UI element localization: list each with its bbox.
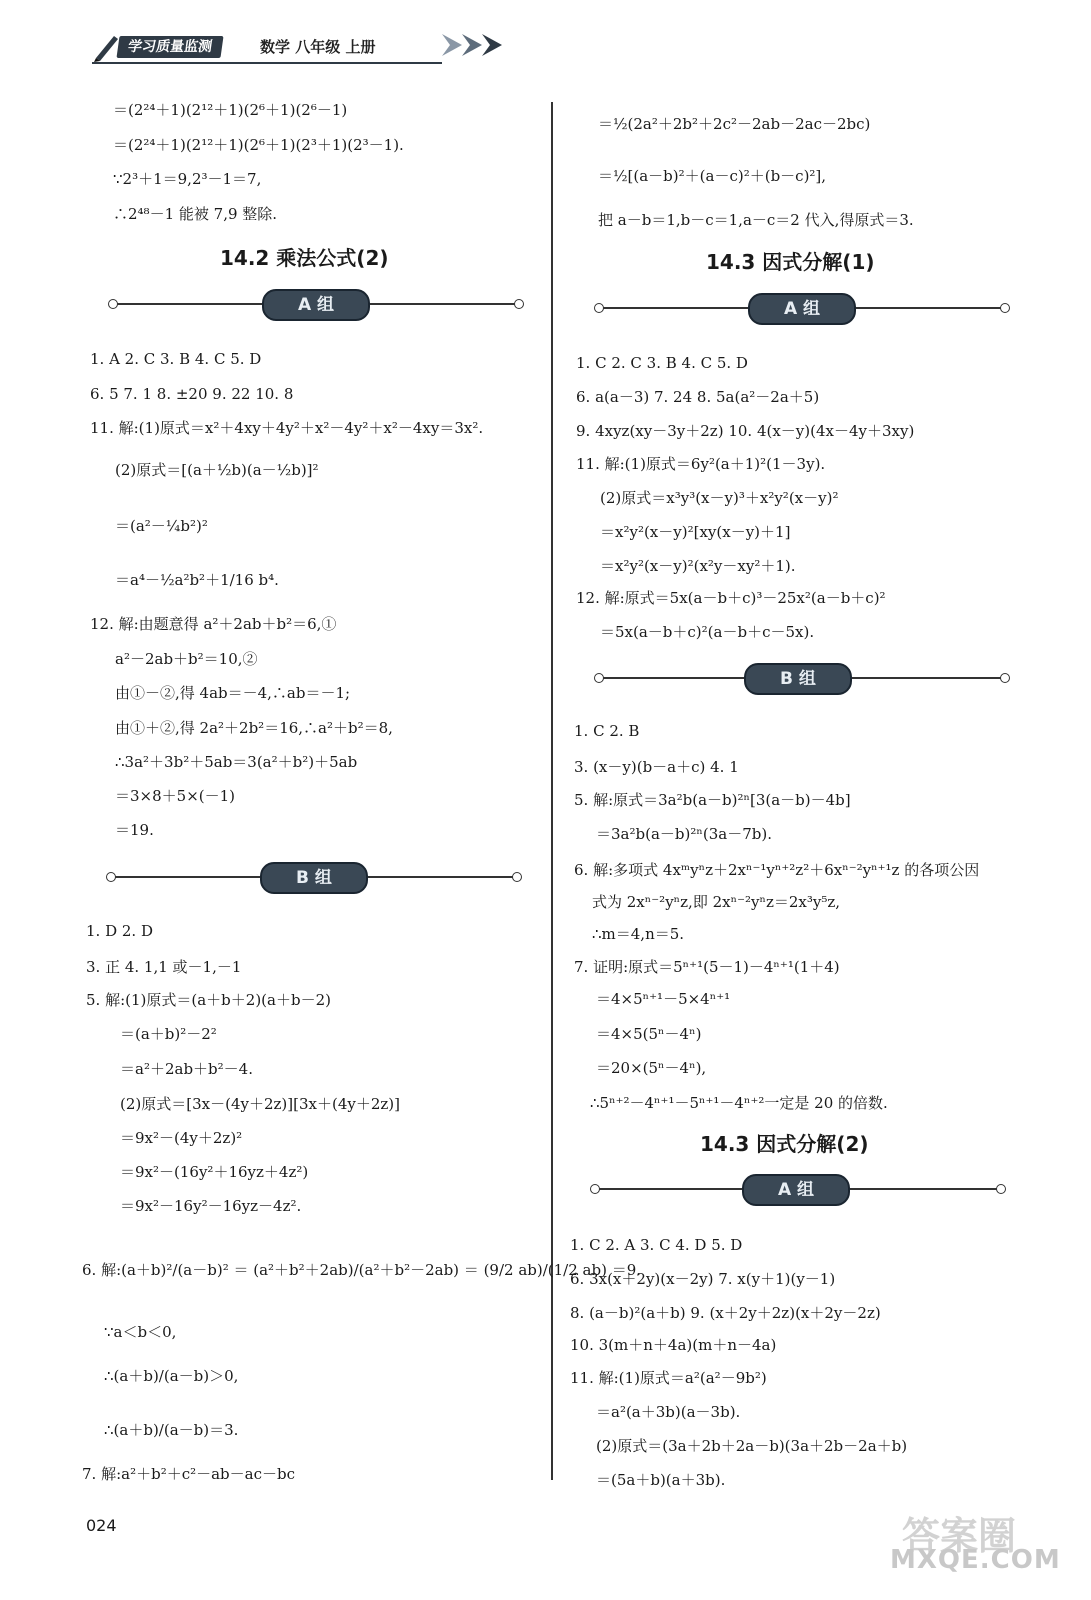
watermark-url: MXQE.COM [890, 1545, 1061, 1575]
left-a-line-8: a²－2ab＋b²＝10,② [115, 650, 258, 668]
left-b-line-13: ∴(a＋b)/(a－b)＝3. [104, 1421, 239, 1439]
left-a-line-5: ＝(a²－¼b²)² [115, 517, 208, 535]
watermark-top: 答案圈 [902, 1514, 1017, 1558]
group-b-label-right: B 组 [744, 663, 852, 695]
group-a2-bar-right [590, 1174, 1006, 1204]
left-b-line-9: ＝9x²－16y²－16yz－4z². [120, 1197, 302, 1215]
right-a-line-3: 9. 4xyz(xy－3y＋2z) 10. 4(x－y)(4x－4y＋3xy) [576, 422, 915, 440]
section-title-14-3-1: 14.3 因式分解(1) [706, 250, 875, 274]
right-a2-line-2: 6. 3x(x＋2y)(x－2y) 7. x(y＋1)(y－1) [570, 1270, 836, 1288]
group-a-bar-left [108, 289, 524, 319]
left-a-line-1: 1. A 2. C 3. B 4. C 5. D [90, 350, 262, 368]
left-a-line-12: ＝3×8＋5×(－1) [115, 787, 236, 805]
right-a2-line-7: (2)原式＝(3a＋2b＋2a－b)(3a＋2b－2a＋b) [596, 1437, 908, 1455]
left-a-line-11: ∴3a²＋3b²＋5ab＝3(a²＋b²)＋5ab [115, 753, 358, 771]
right-a2-line-5: 11. 解:(1)原式＝a²(a²－9b²) [570, 1369, 767, 1387]
right-b-line-4: ＝3a²b(a－b)²ⁿ(3a－7b). [596, 825, 772, 843]
right-a2-line-4: 10. 3(m＋n＋4a)(m＋n－4a) [570, 1336, 777, 1354]
left-b-line-11: ∵a＜b＜0, [104, 1323, 177, 1341]
right-a-line-7: ＝x²y²(x－y)²(x²y－xy²＋1). [600, 557, 796, 575]
group-a-label: A 组 [262, 289, 370, 321]
left-line-3: ∵2³＋1＝9,2³－1＝7, [113, 170, 262, 188]
left-b-line-10: 6. 解:(a＋b)²/(a－b)² ＝ (a²＋b²＋2ab)/(a²＋b²－2ab) ＝ (9/2 ab)/(1/2 ab) ＝9. [82, 1261, 642, 1279]
group-a-bar-right [594, 293, 1010, 323]
left-b-line-1: 1. D 2. D [86, 922, 153, 940]
left-line-4: ∴2⁴⁸－1 能被 7,9 整除. [113, 205, 278, 223]
left-b-line-12: ∴(a＋b)/(a－b)＞0, [104, 1367, 239, 1385]
left-a-line-13: ＝19. [115, 821, 154, 839]
left-a-line-4: (2)原式＝[(a＋½b)(a－½b)]² [115, 461, 319, 479]
left-b-line-5: ＝a²＋2ab＋b²－4. [120, 1060, 253, 1078]
right-b-line-3: 5. 解:原式＝3a²b(a－b)²ⁿ[3(a－b)－4b] [574, 791, 851, 809]
chevrons-right-icon [440, 32, 510, 58]
right-b-line-7: ∴m＝4,n＝5. [592, 925, 685, 943]
group-b-bar-right [594, 663, 1010, 693]
left-b-line-3: 5. 解:(1)原式＝(a＋b＋2)(a＋b－2) [86, 991, 331, 1009]
left-a-line-2: 6. 5 7. 1 8. ±20 9. 22 10. 8 [90, 385, 294, 403]
right-a-line-8: 12. 解:原式＝5x(a－b＋c)³－25x²(a－b＋c)² [576, 589, 886, 607]
right-a-line-1: 1. C 2. C 3. B 4. C 5. D [576, 354, 748, 372]
section-title-14-2: 14.2 乘法公式(2) [220, 246, 389, 270]
right-b-line-12: ∴5ⁿ⁺²－4ⁿ⁺¹－5ⁿ⁺¹－4ⁿ⁺²一定是 20 的倍数. [590, 1094, 888, 1112]
right-a2-line-1: 1. C 2. A 3. C 4. D 5. D [570, 1236, 743, 1254]
right-b-line-11: ＝20×(5ⁿ－4ⁿ), [596, 1059, 707, 1077]
group-a2-label-right: A 组 [742, 1174, 850, 1206]
left-a-line-10: 由①＋②,得 2a²＋2b²＝16,∴a²＋b²＝8, [115, 719, 393, 737]
right-line-1: ＝½(2a²＋2b²＋2c²－2ab－2ac－2bc) [598, 115, 871, 133]
group-b-label: B 组 [260, 862, 368, 894]
right-b-line-10: ＝4×5(5ⁿ－4ⁿ) [596, 1025, 702, 1043]
right-a2-line-8: ＝(5a＋b)(a＋3b). [596, 1471, 726, 1489]
right-b-line-1: 1. C 2. B [574, 722, 640, 740]
left-a-line-3: 11. 解:(1)原式＝x²＋4xy＋4y²＋x²－4y²＋x²－4xy＝3x². [90, 419, 484, 437]
page-number: 024 [86, 1516, 117, 1535]
right-b-line-2: 3. (x－y)(b－a＋c) 4. 1 [574, 758, 739, 776]
right-a2-line-6: ＝a²(a＋3b)(a－3b). [596, 1403, 741, 1421]
right-b-line-5: 6. 解:多项式 4xᵐyⁿz＋2xⁿ⁻¹yⁿ⁺²z²＋6xⁿ⁻²yⁿ⁺¹z 的各项公因 [574, 861, 980, 879]
left-b-line-14: 7. 解:a²＋b²＋c²－ab－ac－bc [82, 1465, 296, 1483]
right-line-3: 把 a－b＝1,b－c＝1,a－c＝2 代入,得原式＝3. [598, 211, 914, 229]
right-b-line-6: 式为 2xⁿ⁻²yⁿz,即 2xⁿ⁻²yⁿz＝2x³y⁵z, [592, 893, 841, 911]
watermark [890, 1505, 1060, 1575]
right-a-line-5: (2)原式＝x³y³(x－y)³＋x²y²(x－y)² [600, 489, 839, 507]
left-b-line-2: 3. 正 4. 1,1 或－1,－1 [86, 958, 242, 976]
left-b-line-6: (2)原式＝[3x－(4y＋2z)][3x＋(4y＋2z)] [120, 1095, 400, 1113]
right-line-2: ＝½[(a－b)²＋(a－c)²＋(b－c)²], [598, 167, 827, 185]
left-a-line-6: ＝a⁴－½a²b²＋1/16 b⁴. [115, 571, 279, 589]
right-a-line-9: ＝5x(a－b＋c)²(a－b＋c－5x). [600, 623, 815, 641]
group-b-bar-left [106, 862, 522, 892]
header-subject: 数学 八年级 上册 [260, 38, 376, 56]
left-b-line-7: ＝9x²－(4y＋2z)² [120, 1129, 243, 1147]
page-header [92, 28, 532, 64]
right-b-line-8: 7. 证明:原式＝5ⁿ⁺¹(5－1)－4ⁿ⁺¹(1＋4) [574, 958, 840, 976]
group-a-label-right: A 组 [748, 293, 856, 325]
left-line-1: ＝(2²⁴＋1)(2¹²＋1)(2⁶＋1)(2⁶－1) [113, 101, 348, 119]
right-a-line-2: 6. a(a－3) 7. 24 8. 5a(a²－2a＋5) [576, 388, 820, 406]
header-rule [92, 62, 442, 64]
right-b-line-9: ＝4×5ⁿ⁺¹－5×4ⁿ⁺¹ [596, 990, 731, 1008]
left-b-line-8: ＝9x²－(16y²＋16yz＋4z²) [120, 1163, 309, 1181]
left-line-2: ＝(2²⁴＋1)(2¹²＋1)(2⁶＋1)(2³＋1)(2³－1). [113, 136, 404, 154]
section-title-14-3-2: 14.3 因式分解(2) [700, 1132, 869, 1156]
right-a-line-6: ＝x²y²(x－y)²[xy(x－y)＋1] [600, 523, 791, 541]
left-b-line-4: ＝(a＋b)²－2² [120, 1025, 217, 1043]
left-a-line-7: 12. 解:由题意得 a²＋2ab＋b²＝6,① [90, 615, 337, 633]
left-a-line-9: 由①－②,得 4ab＝－4,∴ab＝－1; [115, 684, 351, 702]
right-a-line-4: 11. 解:(1)原式＝6y²(a＋1)²(1－3y). [576, 455, 826, 473]
right-a2-line-3: 8. (a－b)²(a＋b) 9. (x＋2y＋2z)(x＋2y－2z) [570, 1304, 881, 1322]
header-badge: 学习质量监测 [116, 36, 223, 58]
